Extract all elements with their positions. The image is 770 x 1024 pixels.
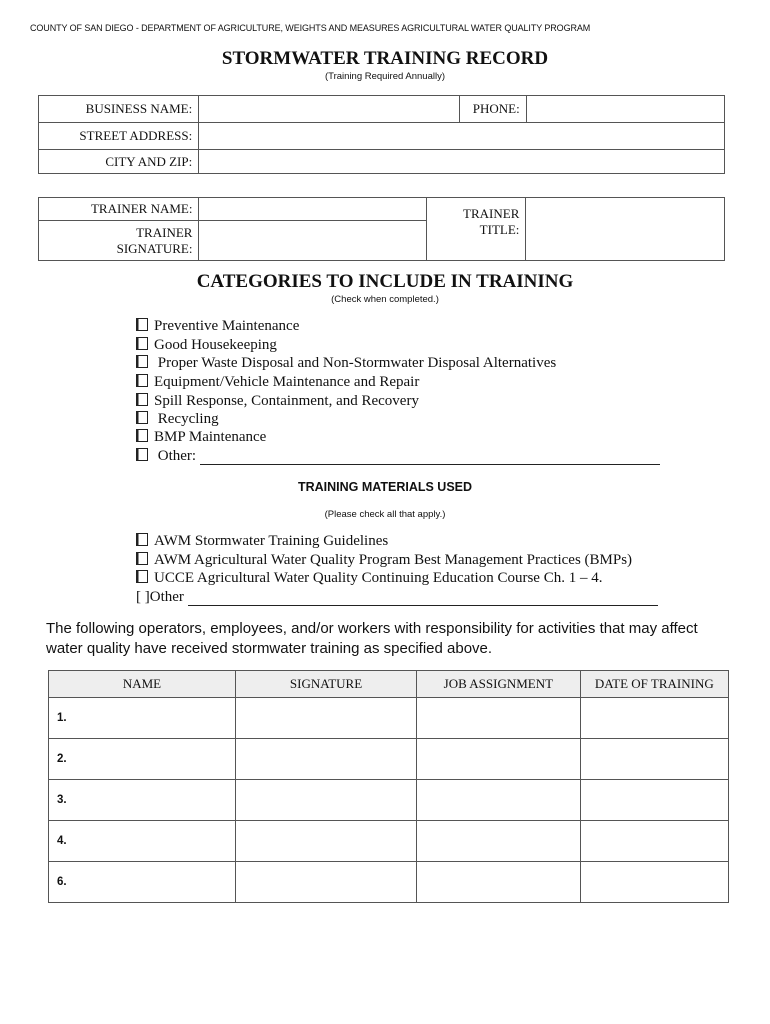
row-signature-cell[interactable] xyxy=(235,821,416,862)
table-row xyxy=(49,780,729,821)
material-other-checkbox[interactable]: [ ] xyxy=(136,589,150,605)
trainer-name-field[interactable] xyxy=(199,198,427,221)
row-job-cell[interactable] xyxy=(417,862,580,903)
checkbox-icon[interactable] xyxy=(136,318,148,331)
row-name-cell[interactable] xyxy=(49,739,236,780)
roster-table xyxy=(48,670,729,903)
trainer-title-field[interactable] xyxy=(526,198,725,261)
row-job-cell[interactable] xyxy=(417,698,580,739)
row-signature-cell[interactable] xyxy=(235,862,416,903)
business-name-field[interactable] xyxy=(199,96,459,123)
row-job-cell[interactable] xyxy=(417,821,580,862)
row-date-cell[interactable] xyxy=(580,821,728,862)
city-zip-field[interactable] xyxy=(199,150,725,174)
page-subtitle: (Training Required Annually) xyxy=(324,71,446,82)
checkbox-icon[interactable] xyxy=(136,337,148,350)
row-number: 6. xyxy=(57,876,67,888)
trainer-name-label: TRAINER NAME: xyxy=(39,198,199,221)
checkbox-icon[interactable] xyxy=(136,570,148,583)
row-signature-cell[interactable] xyxy=(235,698,416,739)
table-row xyxy=(49,862,729,903)
row-date-cell[interactable] xyxy=(580,739,728,780)
row-job-cell[interactable] xyxy=(417,739,580,780)
trainer-info-table xyxy=(38,197,725,261)
phone-field[interactable] xyxy=(526,96,724,123)
category-label: Proper Waste Disposal and Non-Stormwater Disposal Alternatives xyxy=(154,355,557,371)
row-job-cell[interactable] xyxy=(417,780,580,821)
roster-header-row xyxy=(49,671,729,698)
material-item[interactable] xyxy=(136,532,388,550)
material-label: AWM Agricultural Water Quality Program Best Management Practices (BMPs) xyxy=(154,552,633,568)
row-signature-cell[interactable] xyxy=(235,780,416,821)
category-item[interactable] xyxy=(136,410,219,428)
material-other[interactable] xyxy=(136,588,658,606)
category-item[interactable] xyxy=(136,354,556,372)
column-header-name: NAME xyxy=(49,671,236,698)
category-label: Equipment/Vehicle Maintenance and Repair xyxy=(154,374,420,390)
materials-title: TRAINING MATERIALS USED xyxy=(297,480,473,494)
row-number: 4. xyxy=(57,835,67,847)
table-row xyxy=(49,739,729,780)
city-zip-label: CITY AND ZIP: xyxy=(39,150,199,174)
category-item[interactable] xyxy=(136,392,419,410)
category-other-field[interactable] xyxy=(200,450,660,465)
category-label: BMP Maintenance xyxy=(154,429,267,445)
row-number: 1. xyxy=(57,712,67,724)
category-label: Spill Response, Containment, and Recovery xyxy=(154,393,419,409)
material-item[interactable] xyxy=(136,551,632,569)
row-name-cell[interactable] xyxy=(49,780,236,821)
agency-header: COUNTY OF SAN DIEGO - DEPARTMENT OF AGRICULTURE, WEIGHTS AND MEASURES AGRICULTURAL WATER QUALITY PROGRAM xyxy=(30,23,591,33)
checkbox-icon[interactable] xyxy=(136,393,148,406)
row-name-cell[interactable] xyxy=(49,698,236,739)
category-item[interactable] xyxy=(136,428,266,446)
checkbox-icon[interactable] xyxy=(136,411,148,424)
row-name-cell[interactable] xyxy=(49,821,236,862)
trainer-signature-label-line2: SIGNATURE: xyxy=(116,240,193,256)
row-signature-cell[interactable] xyxy=(235,739,416,780)
materials-subtitle: (Please check all that apply.) xyxy=(324,509,446,520)
row-date-cell[interactable] xyxy=(580,698,728,739)
checkbox-icon[interactable] xyxy=(136,355,148,368)
phone-label: PHONE: xyxy=(459,96,526,123)
material-other-field[interactable] xyxy=(188,591,658,606)
material-label: UCCE Agricultural Water Quality Continuing Education Course Ch. 1 – 4. xyxy=(154,570,603,586)
trainer-signature-label-line1: TRAINER xyxy=(136,224,193,240)
page-title: STORMWATER TRAINING RECORD xyxy=(221,48,549,69)
row-number: 2. xyxy=(57,753,67,765)
trainer-signature-field[interactable] xyxy=(199,221,427,261)
category-item[interactable] xyxy=(136,336,277,354)
checkbox-icon[interactable] xyxy=(136,429,148,442)
street-address-field[interactable] xyxy=(199,123,725,150)
table-row xyxy=(49,698,729,739)
row-date-cell[interactable] xyxy=(580,862,728,903)
trainer-signature-label xyxy=(39,221,199,261)
category-item[interactable] xyxy=(136,317,299,335)
category-label: Good Housekeeping xyxy=(154,337,277,353)
trainer-title-label-line1: TRAINER xyxy=(463,206,520,221)
business-name-label: BUSINESS NAME: xyxy=(39,96,199,123)
checkbox-icon[interactable] xyxy=(136,552,148,565)
column-header-date-of-training: DATE OF TRAINING xyxy=(580,671,728,698)
street-address-label: STREET ADDRESS: xyxy=(39,123,199,150)
category-label: Recycling xyxy=(154,411,219,427)
column-header-job-assignment: JOB ASSIGNMENT xyxy=(417,671,580,698)
checkbox-icon[interactable] xyxy=(136,448,148,461)
material-other-label: Other xyxy=(149,589,184,605)
material-label: AWM Stormwater Training Guidelines xyxy=(154,533,389,549)
row-date-cell[interactable] xyxy=(580,780,728,821)
material-item[interactable] xyxy=(136,569,602,587)
trainer-title-label xyxy=(427,198,526,261)
trainer-title-label-line2: TITLE: xyxy=(479,222,520,237)
checkbox-icon[interactable] xyxy=(136,533,148,546)
category-label: Preventive Maintenance xyxy=(154,318,300,334)
categories-title: CATEGORIES TO INCLUDE IN TRAINING xyxy=(196,271,574,292)
training-statement: The following operators, employees, and/or workers with responsibility for activities that may affect water quality have received stormwater training as specified above. xyxy=(46,620,698,657)
checkbox-icon[interactable] xyxy=(136,374,148,387)
category-other-label: Other: xyxy=(154,448,197,464)
row-number: 3. xyxy=(57,794,67,806)
table-row xyxy=(49,821,729,862)
column-header-signature: SIGNATURE xyxy=(235,671,416,698)
business-info-table xyxy=(38,95,725,174)
categories-subtitle: (Check when completed.) xyxy=(331,294,439,305)
category-other[interactable] xyxy=(136,447,660,465)
category-item[interactable] xyxy=(136,373,419,391)
row-name-cell[interactable] xyxy=(49,862,236,903)
